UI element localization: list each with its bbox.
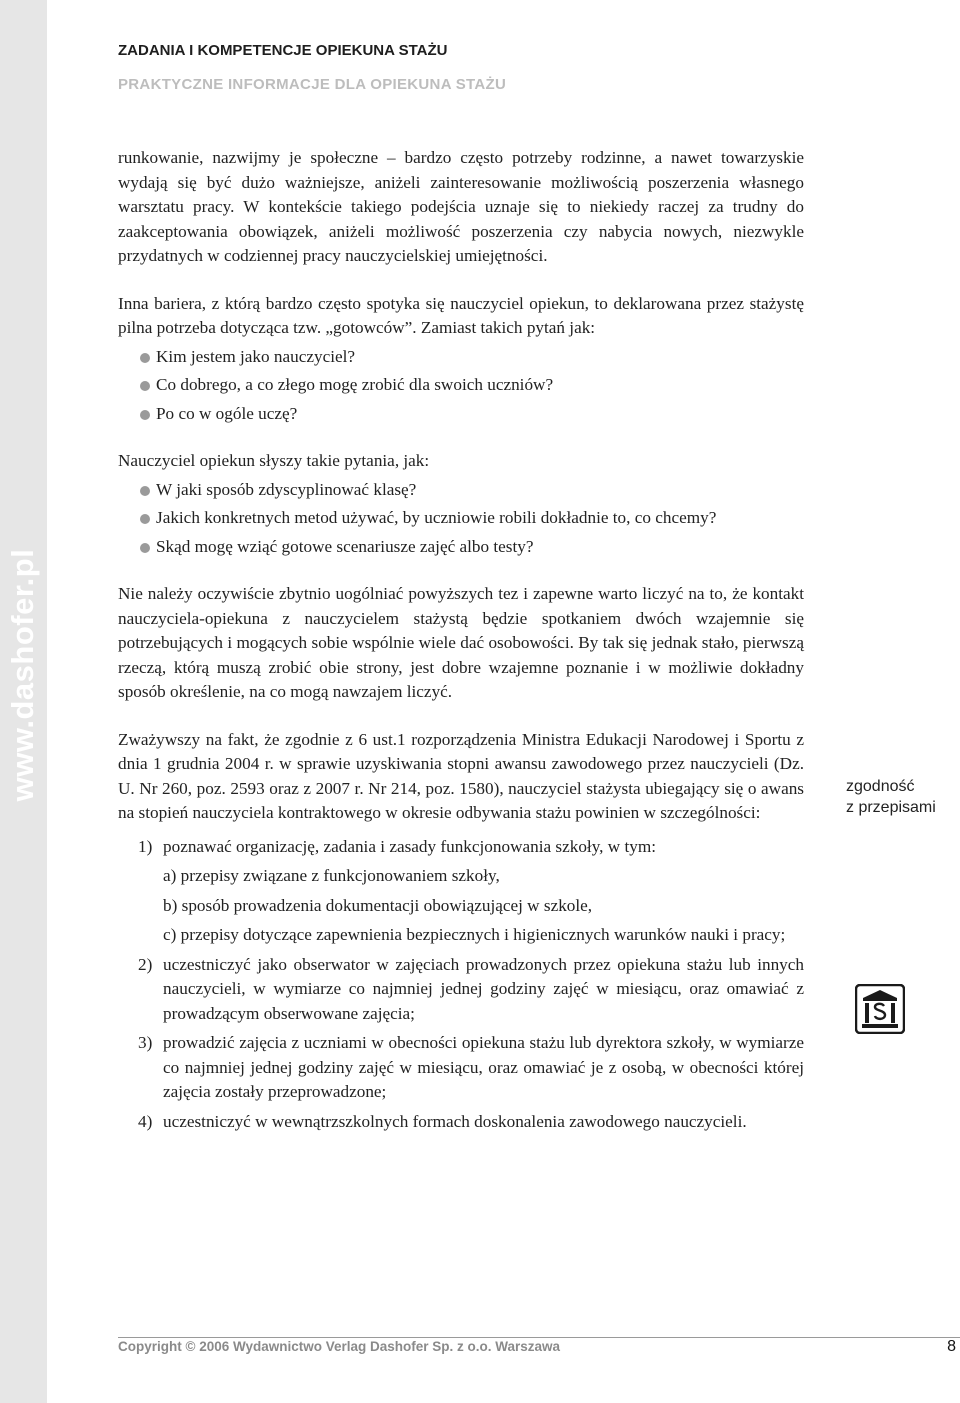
sub-list xyxy=(163,864,804,948)
main-content xyxy=(118,146,804,1134)
side-strip xyxy=(0,0,47,1403)
list-item: Co dobrego, a co złego mogę zrobić dla swoich uczniów? xyxy=(118,373,804,398)
header-title: ZADANIA I KOMPETENCJE OPIEKUNA STAŻU xyxy=(118,42,448,59)
sub-text: przepisy dotyczące zapewnienia bezpiecznych i higienicznych warunków nauki i pracy; xyxy=(180,925,786,944)
paragraph-5: Zważywszy na fakt, że zgodnie z 6 ust.1 rozporządzenia Ministra Edukacji Narodowej i Sportu z dnia 1 grudnia 2004 r. w sprawie uzyskiwania stopni awansu zawodowego przez nauczycieli (Dz. U. Nr 260, poz. 2593 oraz z 2007 r. Nr 214, poz. 1580), nauczyciel stażysta ubiegający się o awans na stopień nauczyciela kontraktowego w okresie odbywania stażu powinien w szczególności: xyxy=(118,729,804,822)
item-number: 1) xyxy=(138,836,153,856)
margin-note xyxy=(846,776,936,818)
header-subtitle: PRAKTYCZNE INFORMACJE DLA OPIEKUNA STAŻU xyxy=(118,76,507,93)
duty-item-2 xyxy=(118,953,804,1027)
list-item: Kim jestem jako nauczyciel? xyxy=(118,345,804,370)
sub-item-c xyxy=(163,923,804,948)
item-text: uczestniczyć jako obserwator w zajęciach prowadzonych przez opiekuna stażu lub innych nauczycieli, w wymiarze co najmniej jednej godziny zajęć w miesiącu, oraz omawiać z prowadzącym obserwowane zajęcia; xyxy=(163,954,804,1023)
footer-divider xyxy=(118,1337,960,1338)
paragraph-1: runkowanie, nazwijmy je społeczne – bardzo często potrzeby rodzinne, a nawet towarzyskie wydają się być dużo ważniejsze, aniżeli zainteresowanie możliwością poszerzenia własnego warsztatu pracy. W kontekście takiego podejścia uznaje się to niekiedy raczej za trudny do zaakceptowania obowiązek, aniżeli możliwość poszerzenia czy nabycia nowych, niezwykle przydatnych w codziennej pracy nauczycielskiej umiejętności. xyxy=(118,148,804,265)
side-watermark: www.dashofer.pl xyxy=(5,548,40,802)
item-number: 4) xyxy=(138,1111,153,1131)
question-list-2 xyxy=(118,478,804,560)
list-item: Skąd mogę wziąć gotowe scenariusze zajęć albo testy? xyxy=(118,535,804,560)
margin-note-line-1: zgodność xyxy=(846,778,915,795)
sub-letter: c) xyxy=(163,925,177,944)
sub-text: przepisy związane z funkcjonowaniem szkoły, xyxy=(180,866,500,885)
paragraph-4: Nie należy oczywiście zbytnio uogólniać powyższych tez i zapewne warto liczyć na to, że kontakt nauczyciela-opiekuna z nauczycielem stażystą będzie spotkaniem dwóch wzajemnie się potrzebujących i mogących sobie wspólnie wiele dać osobowości. By tak się jednak stało, pierwszą rzeczą, którą muszą zrobić obie strony, jest dobre wzajemne poznanie i w możliwie dokładny sposób określenie, na co mogą nawzajem liczyć. xyxy=(118,584,804,701)
sub-letter: a) xyxy=(163,866,177,885)
sub-letter: b) xyxy=(163,895,178,915)
law-section-icon xyxy=(855,984,905,1034)
paragraph-2: Inna bariera, z którą bardzo często spotyka się nauczyciel opiekun, to deklarowana przez stażystę pilna potrzeba dotycząca tzw. „gotowców”. Zamiast takich pytań jak: xyxy=(118,293,804,337)
paragraph-3: Nauczyciel opiekun słyszy takie pytania, jak: xyxy=(118,451,430,470)
item-number: 3) xyxy=(138,1033,153,1052)
duty-item-1 xyxy=(118,835,804,948)
list-item: Po co w ogóle uczę? xyxy=(118,402,804,427)
page-number: 8 xyxy=(947,1338,956,1355)
duties-list xyxy=(118,835,804,1135)
duty-item-3 xyxy=(118,1031,804,1105)
sub-item-a xyxy=(163,864,804,889)
question-list-1 xyxy=(118,345,804,427)
item-text: poznawać organizację, zadania i zasady funkcjonowania szkoły, w tym: xyxy=(163,836,656,856)
list-item: W jaki sposób zdyscyplinować klasę? xyxy=(118,478,804,503)
footer-copyright: Copyright © 2006 Wydawnictwo Verlag Dashofer Sp. z o.o. Warszawa xyxy=(118,1339,561,1354)
duty-item-4 xyxy=(118,1110,804,1135)
item-number: 2) xyxy=(138,954,153,974)
item-text: prowadzić zajęcia z uczniami w obecności opiekuna stażu lub dyrektora szkoły, w wymiarze co najmniej jednej godziny zajęć w miesiącu, oraz omawiać je z osobą, w obecności której zajęcia zostały przeprowadzone; xyxy=(163,1033,804,1101)
item-text: uczestniczyć w wewnątrzszkolnych formach doskonalenia zawodowego nauczycieli. xyxy=(163,1111,747,1131)
sub-item-b xyxy=(163,894,804,919)
list-item: Jakich konkretnych metod używać, by uczniowie robili dokładnie to, co chcemy? xyxy=(118,506,804,531)
margin-note-line-2: z przepisami xyxy=(846,799,936,816)
sub-text: sposób prowadzenia dokumentacji obowiązującej w szkole, xyxy=(181,895,593,915)
